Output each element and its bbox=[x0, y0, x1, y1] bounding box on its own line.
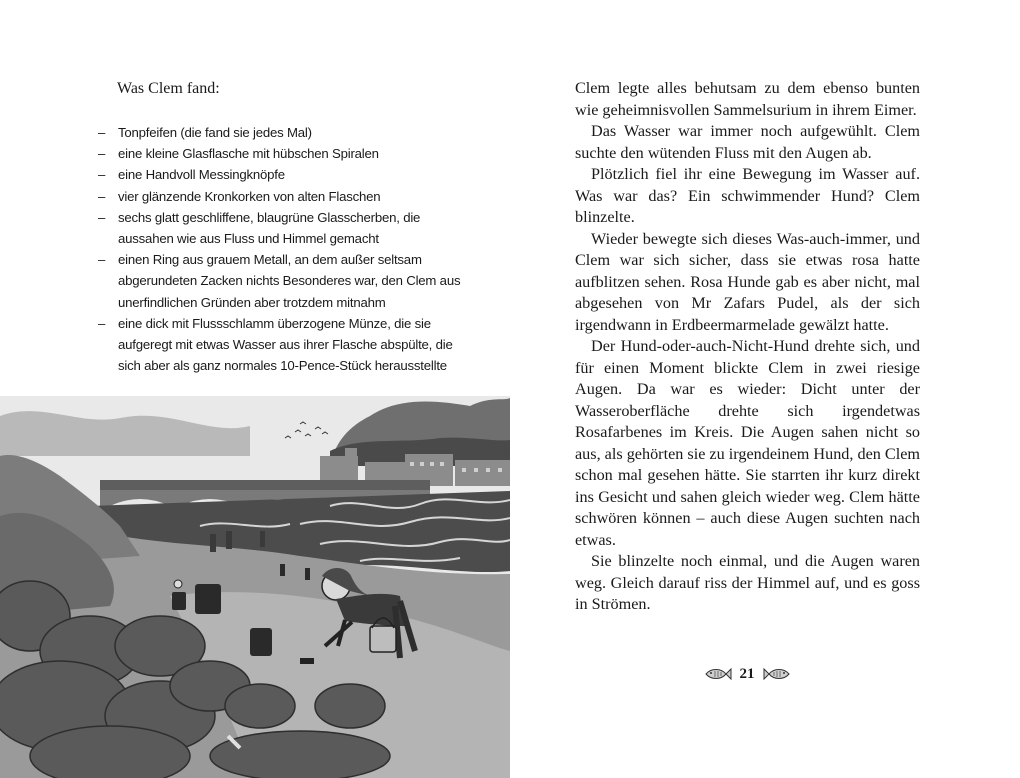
list-heading: Was Clem fand: bbox=[117, 80, 220, 97]
list-item: – eine dick mit Flussschlamm überzogene Münze, die sie aufgeregt mit etwas Wasser aus ihrer Flasche abspülte, die sich aber als ganz normales 10-Pence-Stück herausstellte bbox=[98, 313, 468, 377]
paragraph: Wieder bewegte sich dieses Was-auch-immer, und Clem war sich sicher, dass sie etwas rosa hatte aufblitzen sehen. Rosa Hunde gab es aber nicht, mal abgesehen von Mr Zafars Pudel, als der sich irgendwann in Erdbeermarmelade gewälzt hatte. bbox=[575, 229, 920, 334]
fish-icon bbox=[763, 667, 791, 681]
find-list bbox=[98, 122, 468, 376]
list-item: – sechs glatt geschliffene, blaugrüne Glasscherben, die aussahen wie aus Fluss und Himmel gemacht bbox=[98, 207, 468, 249]
list-item: – Tonpfeifen (die fand sie jedes Mal) bbox=[98, 122, 468, 143]
paragraph: Plötzlich fiel ihr eine Bewegung im Wasser auf. Was war das? Ein schwimmender Hund? Clem blinzelte. bbox=[575, 165, 920, 226]
body-text bbox=[575, 78, 920, 616]
list-item: – eine kleine Glasflasche mit hübschen Spiralen bbox=[98, 143, 468, 164]
list-item: – eine Handvoll Messingknöpfe bbox=[98, 164, 468, 185]
fish-icon bbox=[704, 667, 732, 681]
list-item: – vier glänzende Kronkorken von alten Flaschen bbox=[98, 186, 468, 207]
paragraph: Clem legte alles behutsam zu dem ebenso bunten wie geheimnisvollen Sammelsurium in ihrem Eimer. bbox=[575, 79, 920, 119]
page-number: 21 bbox=[739, 665, 755, 682]
paragraph: Das Wasser war immer noch aufgewühlt. Clem suchte den wütenden Fluss mit den Augen ab. bbox=[575, 122, 920, 162]
page-folio bbox=[697, 662, 797, 686]
paragraph: Sie blinzelte noch einmal, und die Augen waren weg. Gleich darauf riss der Himmel auf, und es goss in Strömen. bbox=[575, 552, 920, 613]
list-item: – einen Ring aus grauem Metall, an dem außer seltsam abgerundeten Zacken nichts Besonderes war, den Clem aus unerfindlichen Gründen aber trotzdem mitnahm bbox=[98, 249, 468, 313]
paragraph: Der Hund-oder-auch-Nicht-Hund drehte sich, und für einen Moment blickte Clem in zwei riesige Augen. Da war es wieder: Dicht unter der Wasseroberfläche drehte sich irgendetwas Rosafarbenes im Kreis. Die Augen sahen nicht so aus, als gehörten sie zu irgendeinem Hund, den Clem schon mal gesehen hätte. Sie starrten ihr kurz direkt ins Gesicht und sahen gleich wieder weg. Clem hätte schwören können – auch diese Augen suchten nach etwas. bbox=[575, 337, 920, 549]
riverbank-illustration bbox=[0, 396, 510, 778]
